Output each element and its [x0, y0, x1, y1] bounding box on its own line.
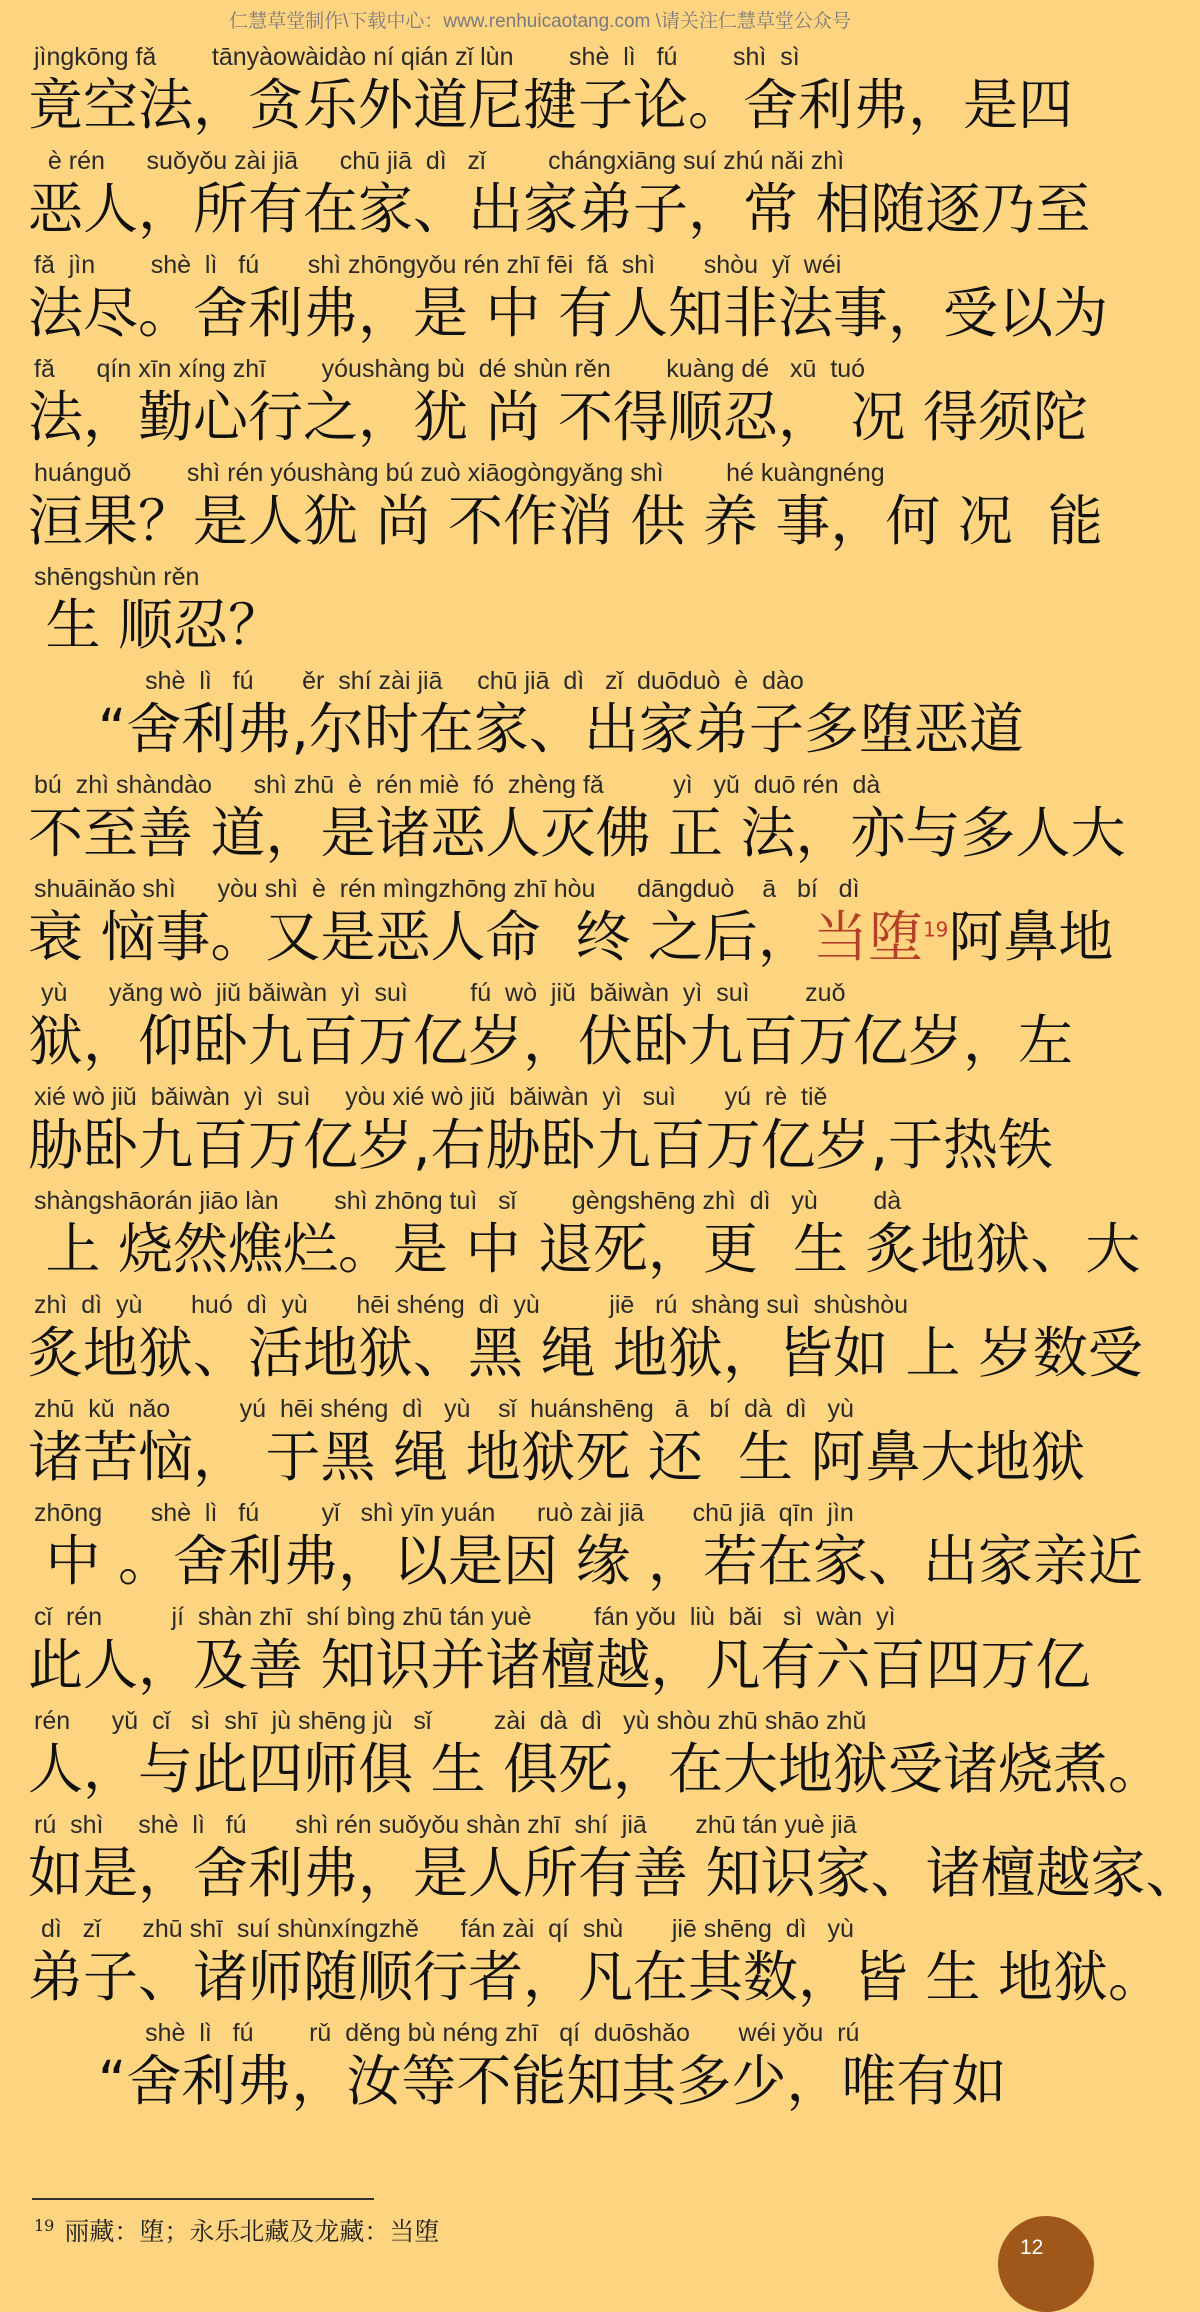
pinyin-line: jìngkōng fǎ tānyàowàidào ní qián zǐ lùn shè lì fú shì sì — [34, 43, 800, 71]
chinese-line: 不至善 道，是诸恶人灭佛 正 法，亦与多人大 — [28, 801, 1126, 865]
chinese-line: 上 烧然燋烂。是 中 退死，更 生 炙地狱、大 — [28, 1217, 1141, 1281]
text-line — [28, 454, 1103, 558]
chinese-line: 此人，及善 知识并诸檀越，凡有六百四万亿 — [28, 1633, 1091, 1697]
chinese-line: 竟空法，贪乐外道尼揵子论。舍利弗，是四 — [28, 73, 1074, 137]
text-line — [28, 1078, 1060, 1182]
pinyin-line: rén yǔ cǐ sì shī jù shēng jù sǐ zài dà dì yù shòu zhū shāo zhǔ — [34, 1707, 867, 1735]
pinyin-line: dì zǐ zhū shī suí shùnxíngzhě fán zài qí shù jiē shēng dì yù — [34, 1915, 854, 1943]
footnote-text: 丽藏：堕；永乐北藏及龙藏：当堕 — [64, 2217, 440, 2246]
text-line — [28, 38, 1074, 142]
text-line — [28, 1286, 1143, 1390]
pinyin-line: yù yǎng wò jiǔ bǎiwàn yì suì fú wò jiǔ bǎiwàn yì suì zuǒ — [34, 979, 846, 1007]
annotated-text: 当堕 — [812, 905, 923, 969]
pinyin-line: zhōng shè lì fú yǐ shì yīn yuán ruò zài jiā chū jiā qīn jìn — [34, 1499, 854, 1527]
text-line — [28, 870, 1114, 974]
chinese-text: 阿鼻地 — [948, 905, 1114, 969]
text-line — [28, 1390, 1086, 1494]
text-line — [28, 246, 1108, 350]
footnote-marker: 19 — [922, 917, 949, 942]
chinese-line: “舍利弗,尔时在家、出家弟子多堕恶道 — [28, 697, 1024, 761]
text-line — [28, 766, 1126, 870]
chinese-line: 生 顺忍？ — [28, 593, 283, 657]
pinyin-line: huánguǒ shì rén yóushàng bú zuò xiāogòngyǎng shì hé kuàngnéng — [34, 459, 885, 487]
pinyin-line: zhì dì yù huó dì yù hēi shéng dì yù jiē rú shàng suì shùshòu — [34, 1291, 909, 1319]
pinyin-line: shè lì fú ěr shí zài jiā chū jiā dì zǐ duōduò è dào — [34, 667, 804, 695]
chinese-line: 狱，仰卧九百万亿岁，伏卧九百万亿岁，左 — [28, 1009, 1074, 1073]
chinese-line: 诸苦恼， 于黑 绳 地狱死 还 生 阿鼻大地狱 — [28, 1425, 1086, 1489]
chinese-line: 弟子、诸师随顺行者，凡在其数，皆 生 地狱。 — [28, 1945, 1163, 2009]
footnote-number: 19 — [34, 2215, 55, 2235]
chinese-line: 胁卧九百万亿岁,右胁卧九百万亿岁,于热铁 — [28, 1113, 1053, 1177]
chinese-line: “舍利弗，汝等不能知其多少，唯有如 — [28, 2049, 1007, 2113]
pinyin-line: bú zhì shàndào shì zhū è rén miè fó zhèng fǎ yì yǔ duō rén dà — [34, 771, 881, 799]
chinese-line: 中 。舍利弗，以是因 缘 ，若在家、出家亲近 — [28, 1529, 1143, 1593]
chinese-line — [28, 904, 1114, 970]
pinyin-line: fǎ jìn shè lì fú shì zhōngyǒu rén zhī fēi fǎ shì shòu yǐ wéi — [34, 251, 842, 279]
text-line — [28, 662, 1060, 766]
page-number-badge — [998, 2216, 1094, 2312]
chinese-text: 衰 恼事。又是恶人命 终 之后， — [28, 905, 813, 969]
text-line — [28, 2014, 1060, 2118]
text-line — [28, 350, 1088, 454]
scripture-text — [28, 38, 1200, 2118]
chinese-line: 如是，舍利弗，是人所有善 知识家、诸檀越家、 — [28, 1841, 1200, 1905]
text-line — [28, 1494, 1143, 1598]
pinyin-line: xié wò jiǔ bǎiwàn yì suì yòu xié wò jiǔ bǎiwàn yì suì yú rè tiě — [34, 1083, 828, 1111]
text-line — [28, 1598, 1091, 1702]
chinese-line: 法尽。舍利弗，是 中 有人知非法事，受以为 — [28, 281, 1108, 345]
page-number: 12 — [1020, 2236, 1044, 2259]
text-line — [28, 142, 1091, 246]
footnote — [34, 2212, 439, 2248]
pinyin-line: shuāinǎo shì yòu shì è rén mìngzhōng zhī hòu dāngduò ā bí dì — [34, 875, 860, 903]
chinese-line: 炙地狱、活地狱、黑 绳 地狱，皆如 上 岁数受 — [28, 1321, 1143, 1385]
text-line — [28, 1182, 1141, 1286]
pinyin-line: fǎ qín xīn xíng zhī yóushàng bù dé shùn rěn kuàng dé xū tuó — [34, 355, 866, 383]
chinese-line: 法，勤心行之，犹 尚 不得顺忍， 况 得须陀 — [28, 385, 1088, 449]
text-line — [28, 1806, 1200, 1910]
page-header: 仁慧草堂制作\下载中心：www.renhuicaotang.com \请关注仁慧草堂公众号 — [229, 11, 851, 32]
pinyin-line: shè lì fú rǔ děng bù néng zhī qí duōshǎo wéi yǒu rú — [34, 2019, 860, 2047]
pinyin-line: è rén suǒyǒu zài jiā chū jiā dì zǐ chángxiāng suí zhú nǎi zhì — [34, 147, 845, 175]
chinese-line: 恶人，所有在家、出家弟子，常 相随逐乃至 — [28, 177, 1091, 241]
text-line — [28, 974, 1074, 1078]
pinyin-line: cǐ rén jí shàn zhī shí bìng zhū tán yuè fán yǒu liù bǎi sì wàn yì — [34, 1603, 896, 1631]
pinyin-line: shēngshùn rěn — [34, 563, 200, 591]
footnote-divider — [32, 2198, 374, 2200]
chinese-line: 洹果？是人犹 尚 不作消 供 养 事，何 况 能 — [28, 489, 1103, 553]
text-line — [28, 1910, 1163, 2014]
pinyin-line: rú shì shè lì fú shì rén suǒyǒu shàn zhī shí jiā zhū tán yuè jiā — [34, 1811, 857, 1839]
text-line — [28, 558, 1060, 662]
text-line — [28, 1702, 1163, 1806]
pinyin-line: zhū kǔ nǎo yú hēi shéng dì yù sǐ huánshēng ā bí dà dì yù — [34, 1395, 854, 1423]
pinyin-line: shàngshāorán jiāo làn shì zhōng tuì sǐ gèngshēng zhì dì yù dà — [34, 1187, 902, 1215]
chinese-line: 人，与此四师俱 生 俱死，在大地狱受诸烧煮。 — [28, 1737, 1163, 1801]
